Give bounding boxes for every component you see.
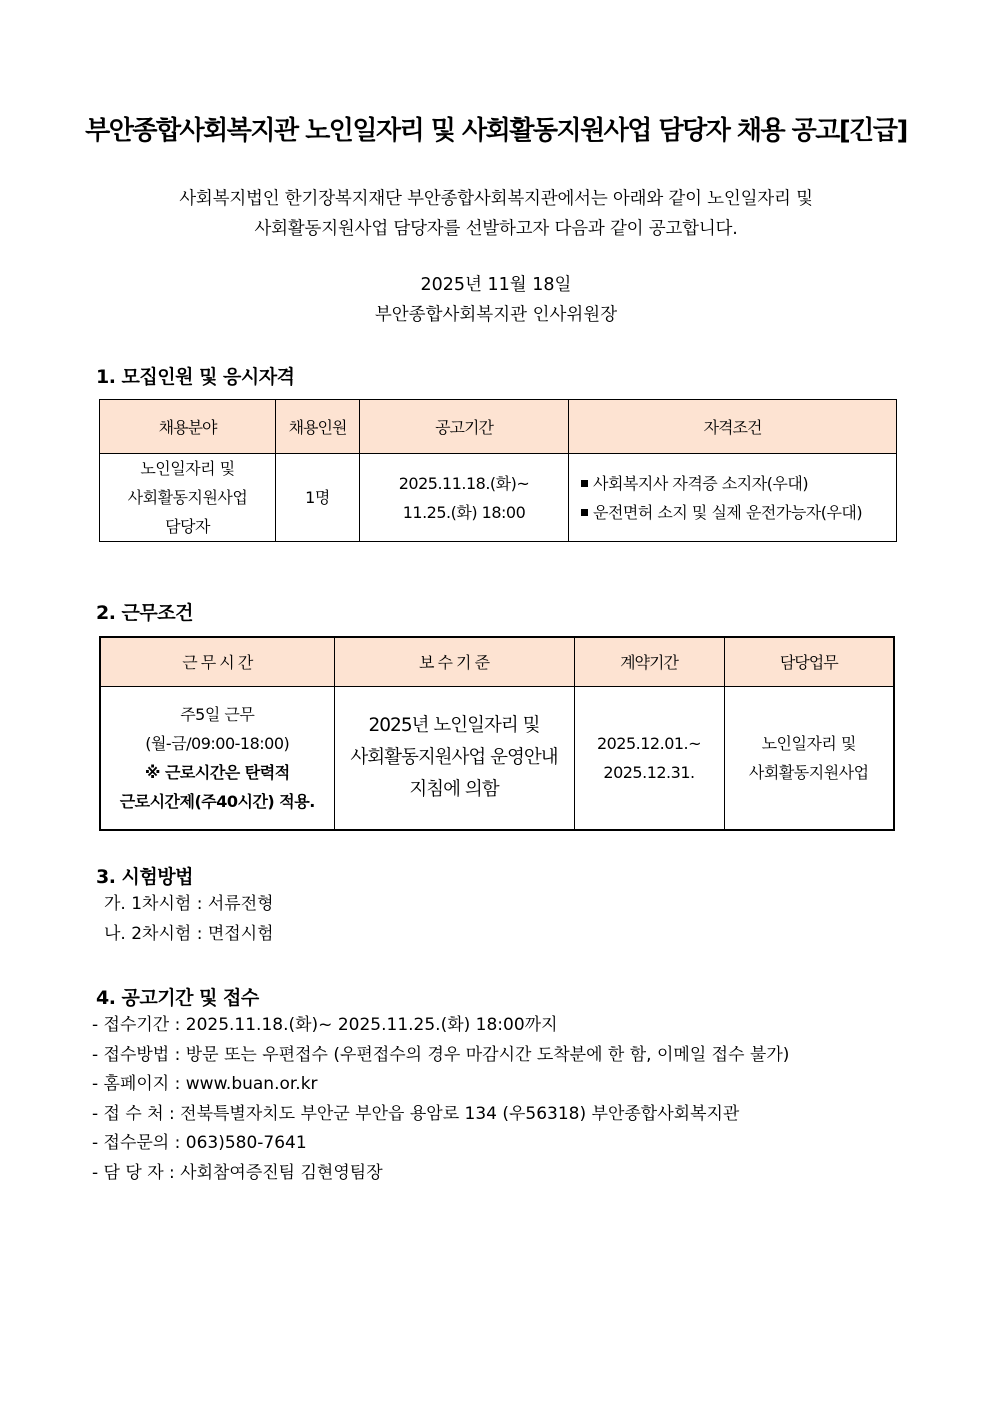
- date-block: [0, 270, 992, 330]
- cell-line: (월-금/09:00-18:00): [145, 733, 290, 753]
- header-cell: 담당업무: [724, 637, 894, 686]
- section-3-title: 3. 시험방법: [96, 866, 193, 888]
- cell-line: 사회활동지원사업 운영안내: [350, 746, 558, 768]
- intro-line: 사회복지법인 한기장복지재단 부안종합사회복지관에서는 아래와 같이 노인일자리 및: [179, 189, 813, 209]
- list-item: 가. 1차시험 : 서류전형: [104, 894, 274, 914]
- page-title: 부안종합사회복지관 노인일자리 및 사회활동지원사업 담당자 채용 공고[긴급]: [85, 116, 907, 146]
- list-item: - 접 수 처 : 전북특별자치도 부안군 부안읍 용암로 134 (우56318) 부안종합사회복지관: [92, 1103, 740, 1124]
- cell-line: 2025년 노인일자리 및: [368, 714, 540, 736]
- period-cell: [360, 454, 569, 542]
- list-item: - 접수기간 : 2025.11.18.(화)~ 2025.11.25.(화) 18:00까지: [92, 1015, 558, 1035]
- header-cell: 공고기간: [360, 400, 569, 454]
- pay-cell: [334, 686, 574, 830]
- section-1-title: 1. 모집인원 및 응시자격: [96, 366, 295, 388]
- square-bullet-icon: [581, 480, 588, 487]
- qualification-cell: [569, 454, 897, 542]
- cell-line: 지침에 의함: [409, 778, 499, 800]
- field-cell: [100, 454, 276, 542]
- exam-method-list: [104, 890, 274, 949]
- header-cell: 자격조건: [569, 400, 897, 454]
- intro-paragraph: [0, 184, 992, 244]
- application-info-list: [92, 1011, 789, 1188]
- table-row: [100, 686, 894, 830]
- section-2-title: 2. 근무조건: [96, 602, 193, 624]
- header-cell: 계약기간: [574, 637, 724, 686]
- cell-line: 2025.12.31.: [603, 762, 695, 782]
- cell-line: 주5일 근무: [180, 704, 255, 724]
- cell-line: 근로시간제(주40시간) 적용.: [119, 791, 315, 811]
- table-header-row: [100, 400, 897, 454]
- count-cell: 1명: [276, 454, 360, 542]
- qualification-text: 운전면허 소지 및 실제 운전가능자(우대): [593, 502, 863, 522]
- cell-line: 노인일자리 및: [140, 459, 235, 478]
- recruitment-table: [99, 399, 897, 542]
- list-item: - 홈페이지 : www.buan.or.kr: [92, 1074, 318, 1094]
- contract-cell: [574, 686, 724, 830]
- cell-line: 사회활동지원사업: [127, 488, 248, 507]
- header-cell: 채용분야: [100, 400, 276, 454]
- qualification-item: [581, 498, 896, 527]
- issuer: 부안종합사회복지관 인사위원장: [374, 305, 618, 325]
- work-conditions-table: [99, 636, 895, 831]
- header-cell: 보 수 기 준: [334, 637, 574, 686]
- table-header-row: [100, 637, 894, 686]
- list-item: - 담 당 자 : 사회참여증진팀 김현영팀장: [92, 1162, 383, 1183]
- cell-line: 담당자: [165, 517, 210, 536]
- header-cell: 채용인원: [276, 400, 360, 454]
- square-bullet-icon: [581, 509, 588, 516]
- cell-line: 사회활동지원사업: [748, 762, 869, 782]
- table-row: [100, 454, 897, 542]
- cell-line: ※ 근로시간은 탄력적: [144, 762, 290, 782]
- qualification-item: [581, 469, 896, 498]
- announce-date: 2025년 11월 18일: [420, 275, 572, 295]
- list-item: - 접수방법 : 방문 또는 우편접수 (우편접수의 경우 마감시간 도착분에 한 함, 이메일 접수 불가): [92, 1044, 790, 1065]
- cell-line: 노인일자리 및: [761, 733, 856, 753]
- cell-line: 11.25.(화) 18:00: [402, 502, 526, 522]
- qualification-text: 사회복지사 자격증 소지자(우대): [593, 473, 809, 493]
- header-cell: 근 무 시 간: [100, 637, 334, 686]
- intro-line: 사회활동지원사업 담당자를 선발하고자 다음과 같이 공고합니다.: [254, 219, 738, 239]
- cell-line: 2025.12.01.~: [596, 733, 702, 753]
- section-4-title: 4. 공고기간 및 접수: [96, 987, 259, 1009]
- cell-line: 2025.11.18.(화)~: [398, 473, 530, 493]
- hours-cell: [100, 686, 334, 830]
- list-item: - 접수문의 : 063)580-7641: [92, 1133, 307, 1153]
- list-item: 나. 2차시험 : 면접시험: [104, 923, 274, 944]
- duty-cell: [724, 686, 894, 830]
